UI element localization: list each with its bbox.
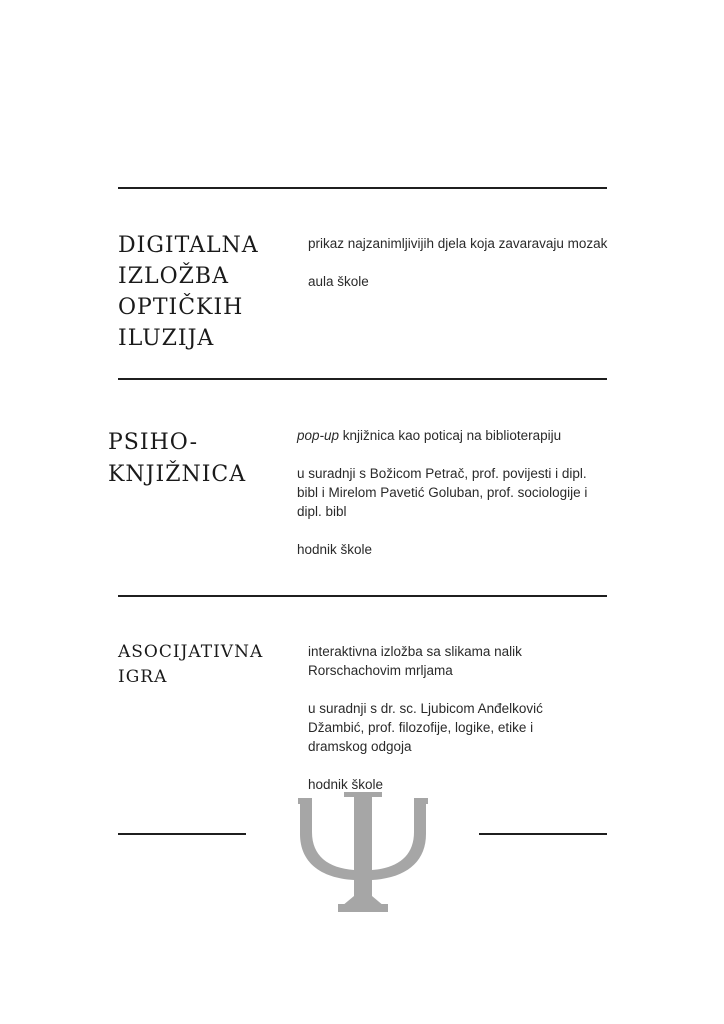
section-location: hodnik škole	[308, 777, 384, 792]
divider-2	[118, 595, 607, 597]
title-line: PSIHO-	[108, 430, 199, 455]
description-emphasis: pop-up	[297, 428, 340, 443]
divider-1	[118, 378, 607, 380]
title-line: IZLOŽBA	[118, 264, 229, 289]
divider-top	[118, 187, 607, 189]
section-details-asocijativna-igra	[308, 642, 588, 813]
description-text: knjižnica kao poticaj na biblioterapiju	[339, 428, 562, 443]
title-line: IGRA	[118, 667, 168, 687]
title-line: DIGITALNA	[118, 233, 259, 258]
title-line: ILUZIJA	[118, 326, 215, 351]
section-details-digitalna-izlozba	[308, 234, 608, 310]
title-line: OPTIČKIH	[118, 295, 244, 320]
title-line: KNJIŽNICA	[108, 462, 247, 487]
section-description	[297, 426, 597, 445]
section-collaboration: u suradnji s Božicom Petrač, prof. povijesti i dipl. bibl i Mirelom Pavetić Goluban, prof. sociologije i dipl. bibl	[297, 466, 588, 519]
section-title-psiho-knjiznica	[108, 427, 278, 491]
section-location: hodnik škole	[297, 542, 373, 557]
title-line: ASOCIJATIVNA	[118, 642, 264, 662]
section-details-psiho-knjiznica	[297, 426, 597, 578]
section-collaboration: u suradnji s dr. sc. Ljubicom Anđelković Džambić, prof. filozofije, logike, etike i dramskog odgoja	[308, 701, 543, 754]
section-title-asocijativna-igra	[118, 640, 293, 690]
section-title-digitalna-izlozba	[118, 230, 288, 354]
divider-bottom-left	[118, 833, 246, 835]
section-description: prikaz najzanimljivijih djela koja zavaravaju mozak	[308, 236, 608, 251]
section-location: aula škole	[308, 274, 369, 289]
divider-bottom-right	[479, 833, 607, 835]
section-description: interaktivna izložba sa slikama nalik Rorschachovim mrljama	[308, 644, 522, 678]
psi-icon	[298, 792, 428, 922]
